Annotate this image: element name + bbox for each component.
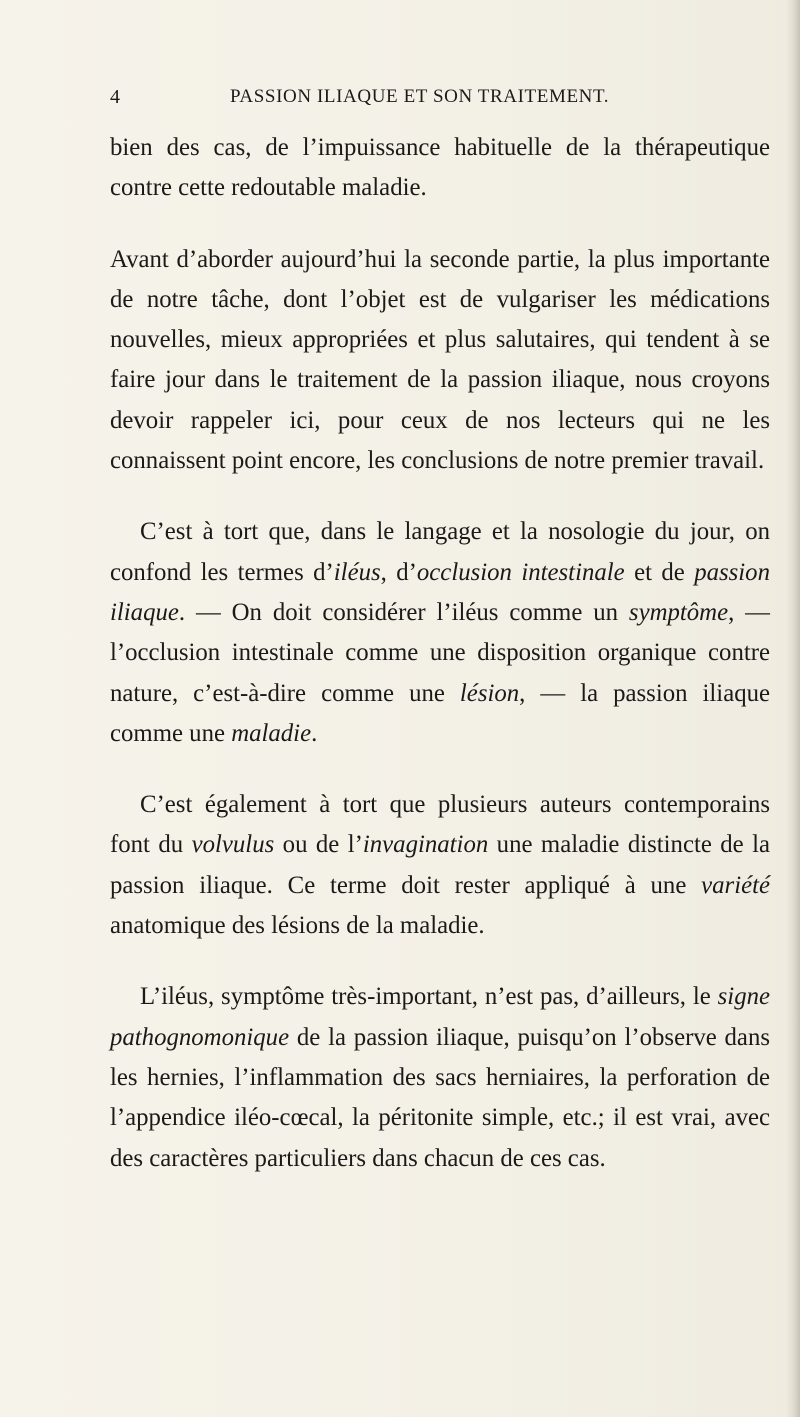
paragraph-terminology: C’est à tort que, dans le langage et la nosologie du jour, on confond les termes d’iléus, d’occlusion intestinale et de passion iliaque. — On doit considérer l’iléus comme un symptôme, — l’occlusion intestinale comme une disposition organique contre nature, c’est-à-dire comme une lésion, — la passion iliaque comme une maladie. (110, 518, 771, 747)
term-occlusion: occlusion intestinale (416, 558, 625, 586)
page-number: 4 (110, 86, 121, 108)
term-variete: variété (701, 871, 770, 899)
paragraph-signe: L’iléus, symptôme très-important, n’est pas, d’ailleurs, le signe pathognomonique de la passion iliaque, puisqu’on l’observe dans les hernies, l’inflammation des sacs herniaires, la perforation de l’appendice iléo-cœcal, la péritonite simple, etc.; il est vrai, avec des caractères particuliers dans chacun de ces cas. (110, 983, 770, 1172)
term-maladie: maladie (231, 719, 312, 747)
term-invagination: invagination (362, 831, 489, 859)
term-passion-iliaque: passion iliaque (110, 558, 770, 626)
term-signe-pathognomonique: signe pathognomonique (110, 983, 770, 1051)
term-symptome: symptôme (628, 598, 729, 626)
paragraph-volvulus: C’est également à tort que plusieurs auteurs contemporains font du volvulus ou de l’invagination une maladie distincte de la passion iliaque. Ce terme doit rester appliqué à une variété anatomique des lésions de la maladie. (110, 791, 770, 940)
term-ileus: iléus (333, 558, 381, 586)
page-edge-shadow (786, 0, 800, 1417)
paragraph-introduction: Avant d’aborder aujourd’hui la seconde partie, la plus importante de notre tâche, dont l’objet est de vulgariser les médications nouvelles, mieux appropriées et plus salutaires, qui tendent à se faire jour dans le traitement de la passion iliaque, nous croyons devoir rappeler ici, pour ceux de nos lecteurs qui ne les connaissent point encore, les conclusions de notre premier travail. (110, 245, 770, 475)
paragraph-continuation: bien des cas, de l’impuissance habituelle de la thérapeutique contre cette redoutable maladie. (110, 134, 770, 202)
term-volvulus: volvulus (191, 831, 275, 859)
term-lesion: lésion (459, 679, 520, 707)
body-text (110, 128, 770, 1179)
running-header (110, 86, 750, 116)
running-title: PASSION ILIAQUE ET SON TRAITEMENT. (230, 86, 610, 107)
